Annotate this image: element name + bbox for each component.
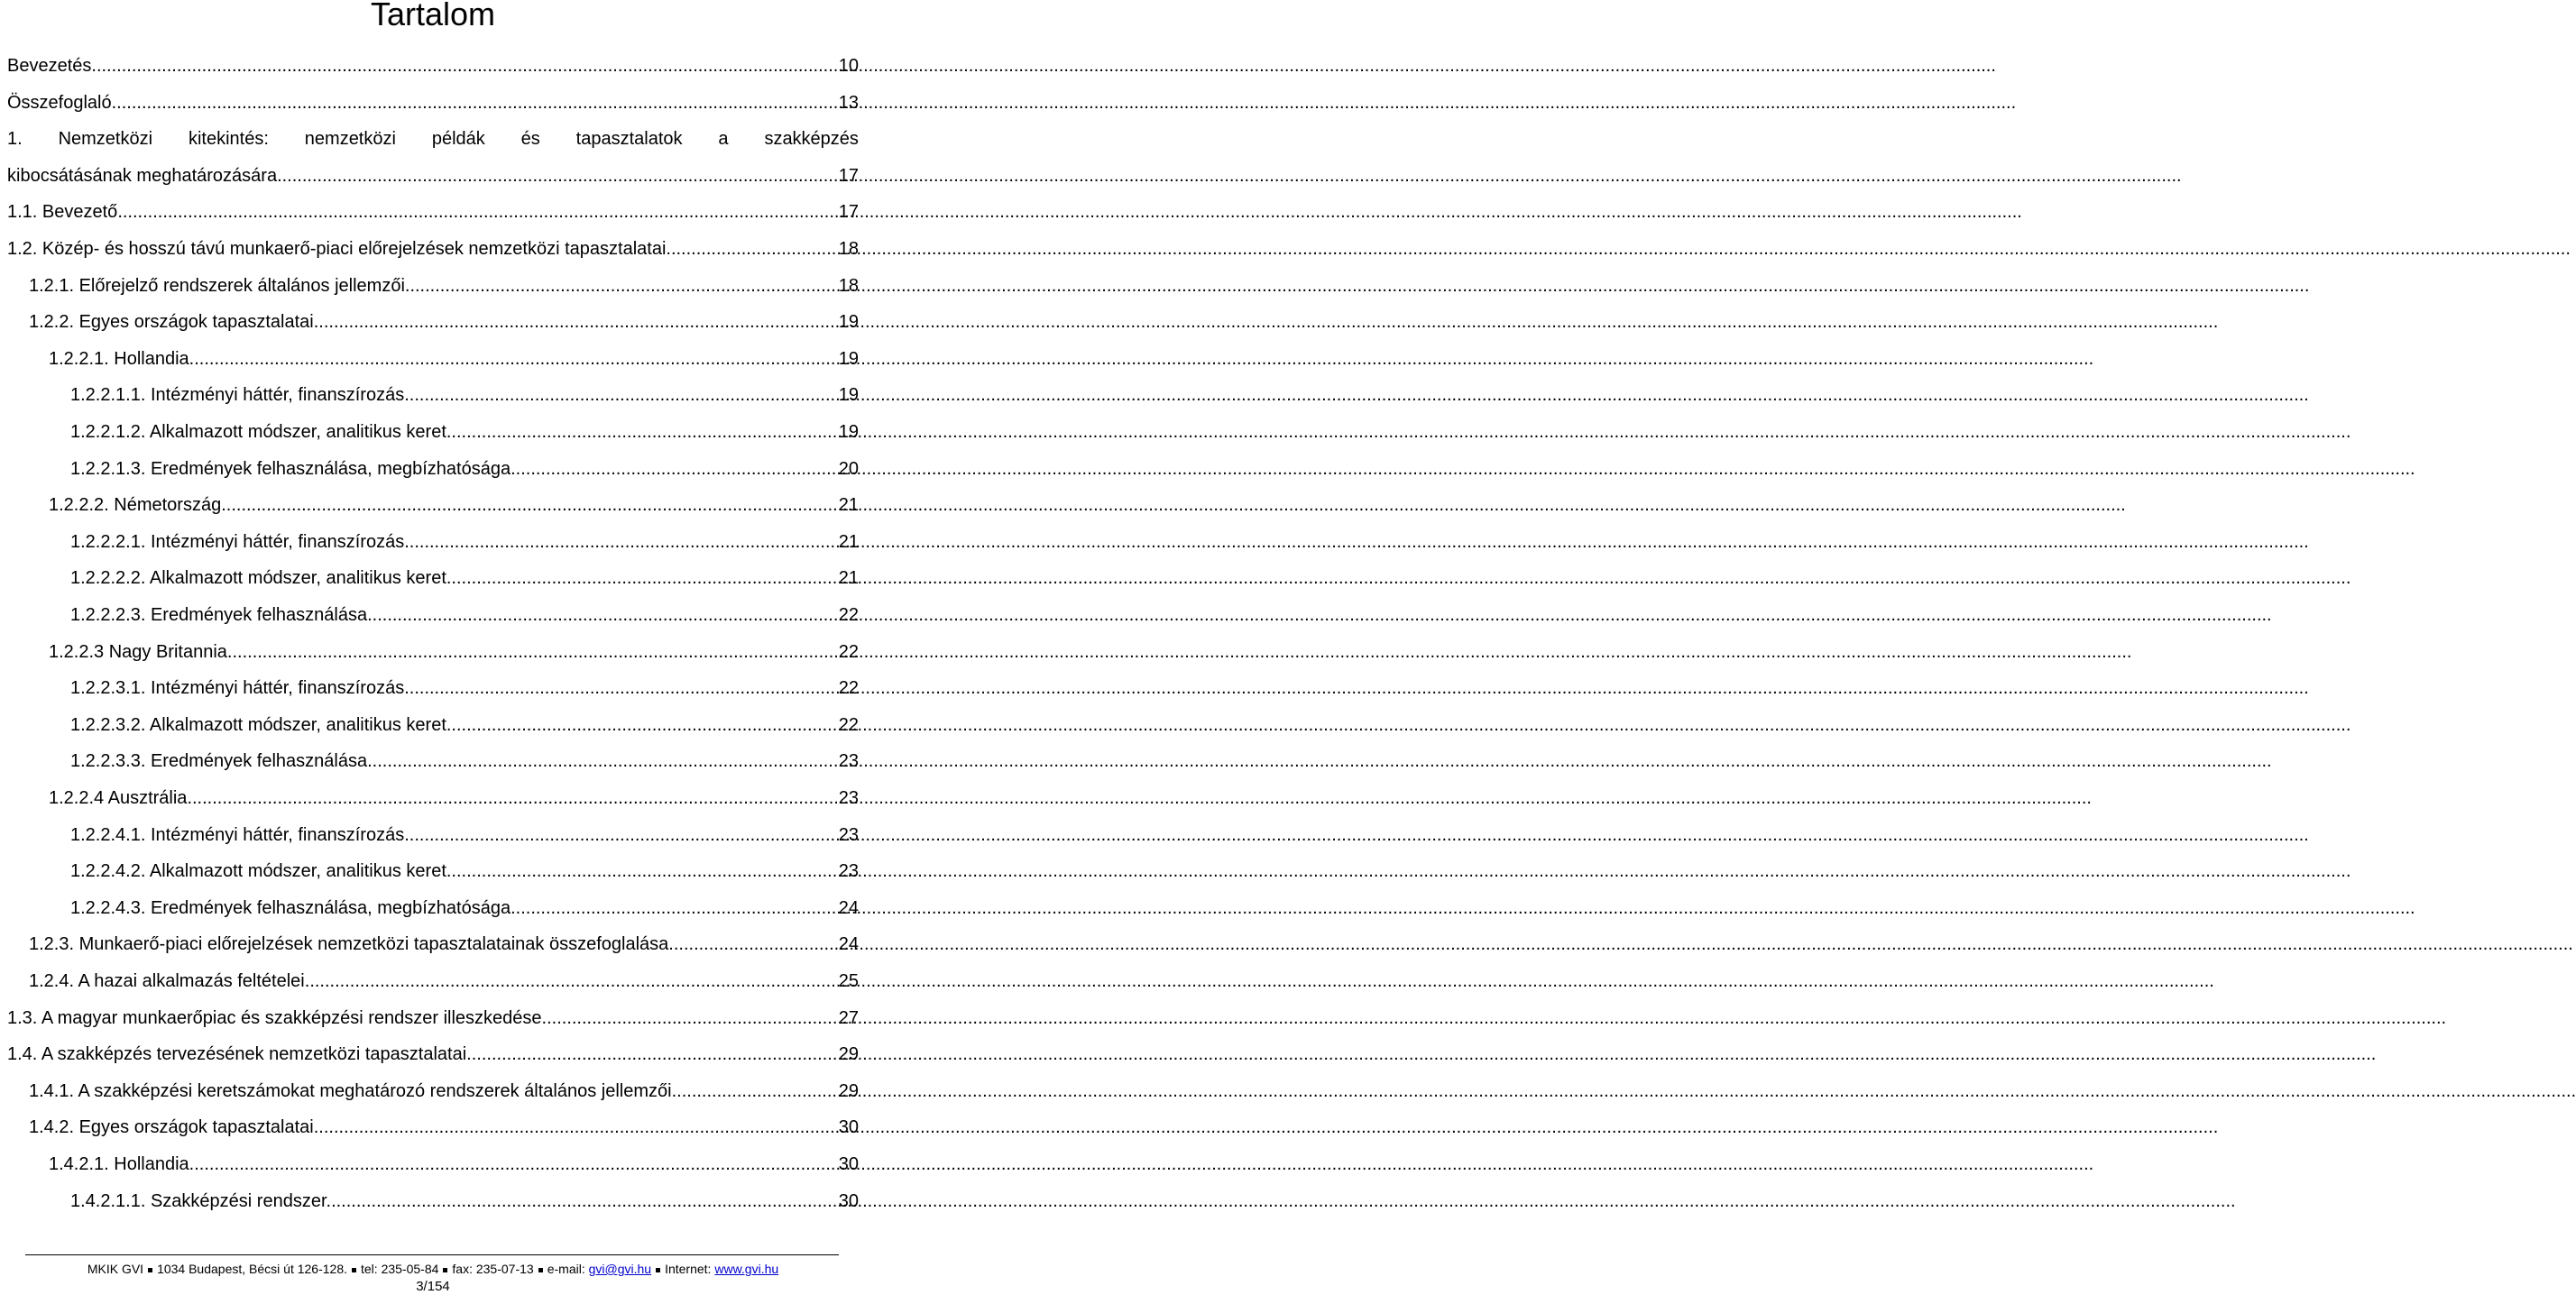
toc-entry-page: 23	[838, 788, 859, 808]
dot-leader	[112, 89, 839, 116]
footer-internet-label: Internet:	[665, 1262, 712, 1276]
dot-leader	[91, 52, 838, 79]
toc-entry-text: 1.2.2.1. Hollandia	[49, 348, 189, 369]
footer-email-link[interactable]: gvi@gvi.hu	[588, 1262, 652, 1276]
dot-leader	[446, 418, 839, 445]
toc-entry-second-line[interactable]	[7, 162, 859, 189]
toc-entry-text: 1.2.2.1.2. Alkalmazott módszer, analitikus keret	[70, 422, 446, 442]
dot-leader	[446, 858, 839, 885]
toc-word: tapasztalatok	[575, 129, 683, 150]
toc-word: kitekintés:	[188, 129, 269, 150]
toc-entry-page: 21	[838, 531, 859, 552]
dot-leader	[117, 198, 838, 225]
footer-org: MKIK GVI	[87, 1262, 144, 1276]
footer-email-label: e-mail:	[547, 1262, 585, 1276]
toc-entry-text: 1.2.2.2. Németország	[49, 495, 222, 516]
toc-entry-page: 19	[838, 348, 859, 369]
toc-entry[interactable]	[70, 712, 859, 739]
toc-entry-text: 1.2.2.1.3. Eredmények felhasználása, megbízhatósága	[70, 458, 511, 479]
dot-leader	[189, 1151, 839, 1178]
dot-leader	[404, 822, 839, 849]
toc-entry-page: 19	[838, 312, 859, 333]
toc-entry[interactable]	[70, 418, 859, 445]
toc-entry-page: 19	[838, 385, 859, 406]
toc-entry-text: 1.2.2.4.2. Alkalmazott módszer, analitikus keret	[70, 861, 446, 882]
toc-word: és	[520, 129, 540, 150]
toc-entry[interactable]	[49, 1151, 859, 1178]
toc-entry-page: 22	[838, 714, 859, 735]
toc-entry-text: 1.2.2.3.1. Intézményi háttér, finanszírozás	[70, 678, 405, 699]
dot-leader	[542, 1005, 839, 1032]
toc-entry-page: 23	[838, 824, 859, 845]
toc-entry[interactable]	[70, 602, 859, 629]
toc-entry[interactable]	[29, 1078, 859, 1105]
toc-entry-page: 22	[838, 605, 859, 625]
toc-entry[interactable]	[70, 858, 859, 885]
toc-entry-page: 18	[838, 275, 859, 296]
dot-leader	[309, 968, 838, 995]
toc-entry-page: 30	[838, 1117, 859, 1138]
toc-word: a	[718, 129, 729, 150]
toc-entry-text: 1.2. Közép- és hosszú távú munkaerő-piaci előrejelzések nemzetközi tapasztalatai	[7, 239, 667, 259]
toc-word: szakképzés	[764, 129, 859, 150]
dot-leader	[672, 1078, 839, 1105]
toc-entry-text: 1.2.2.2.3. Eredmények felhasználása	[70, 605, 368, 625]
footer-divider	[25, 1254, 839, 1255]
dot-leader	[314, 1114, 839, 1141]
toc-entry-page: 23	[838, 751, 859, 772]
footer-address: 1034 Budapest, Bécsi út 126-128.	[157, 1262, 347, 1276]
toc-entry[interactable]	[70, 1188, 859, 1215]
page-number: 3/154	[416, 1279, 450, 1294]
toc-entry[interactable]	[29, 968, 859, 995]
toc-entry-text: Bevezetés	[7, 56, 92, 76]
toc-entry-text: 1.4.1. A szakképzési keretszámokat meghatározó rendszerek általános jellemzői	[29, 1080, 672, 1101]
dot-leader	[227, 638, 839, 666]
toc-entry[interactable]	[70, 455, 859, 482]
toc-entry-text: 1.2.2.4.3. Eredmények felhasználása, megbízhatósága	[70, 897, 511, 918]
toc-entry-page: 29	[838, 1044, 859, 1065]
toc-entry[interactable]	[29, 931, 859, 958]
toc-entry[interactable]	[49, 785, 859, 812]
toc-entry-page: 21	[838, 568, 859, 589]
toc-entry-text: 1.2.4. A hazai alkalmazás feltételei.	[29, 971, 310, 991]
toc-entry-page: 13	[838, 92, 859, 113]
dot-leader	[446, 712, 839, 739]
toc-entry[interactable]	[70, 565, 859, 592]
toc-entry-page: 29	[838, 1080, 859, 1101]
toc-entry-text: kibocsátásának meghatározására	[7, 165, 278, 186]
toc-entry-page: 30	[838, 1190, 859, 1211]
dot-leader	[446, 565, 839, 592]
toc-entry-text: 1.4.2.1. Hollandia	[49, 1154, 189, 1174]
toc-entry-page: 22	[838, 678, 859, 699]
dot-leader	[189, 345, 839, 372]
dot-leader	[666, 235, 838, 262]
toc-entry-page: 19	[838, 422, 859, 442]
toc-entry-text: 1.1. Bevezető	[7, 202, 118, 223]
toc-entry-text: 1.2.2.4 Ausztrália	[49, 788, 188, 808]
toc-entry[interactable]	[70, 895, 859, 922]
footer-fax: fax: 235-07-13	[452, 1262, 534, 1276]
toc-entry[interactable]	[7, 52, 859, 79]
toc-entry[interactable]	[29, 1114, 859, 1141]
dot-leader	[277, 162, 839, 189]
toc-entry-page: 22	[838, 641, 859, 662]
toc-entry-page: 24	[838, 934, 859, 955]
toc-entry-text: 1.2.2.1.1. Intézményi háttér, finanszírozás	[70, 385, 405, 406]
toc-entry[interactable]	[70, 748, 859, 775]
footer	[0, 1260, 866, 1278]
toc-word: nemzetközi	[304, 129, 396, 150]
dot-leader	[404, 675, 839, 702]
toc-entry-text: 1.2.3. Munkaerő-piaci előrejelzések nemzetközi tapasztalatainak összefoglalása	[29, 934, 669, 955]
dot-leader	[668, 931, 838, 958]
bullet-separator-icon	[443, 1268, 447, 1272]
toc-entry-text: 1.2.2.3.2. Alkalmazott módszer, analitikus keret	[70, 714, 446, 735]
toc-entry-page: 24	[838, 897, 859, 918]
dot-leader	[367, 748, 839, 775]
dot-leader	[405, 272, 839, 299]
toc-word: Nemzetközi	[58, 129, 153, 150]
dot-leader	[404, 381, 839, 409]
toc-entry-text: 1.2.2. Egyes országok tapasztalatai	[29, 312, 314, 333]
toc-entry-text: 1.4.2.1.1. Szakképzési rendszer.	[70, 1190, 332, 1211]
toc-entry-page: 18	[838, 239, 859, 259]
toc-entry[interactable]	[29, 272, 859, 299]
dot-leader	[314, 308, 839, 335]
toc-entry[interactable]	[49, 638, 859, 666]
dot-leader	[331, 1188, 839, 1215]
bullet-separator-icon	[352, 1268, 356, 1272]
footer-web-link[interactable]: www.gvi.hu	[714, 1262, 779, 1276]
toc-entry[interactable]	[49, 491, 859, 519]
toc-entry-page: 25	[838, 971, 859, 991]
bullet-separator-icon	[148, 1268, 152, 1272]
dot-leader	[472, 1041, 839, 1068]
toc-entry[interactable]	[7, 89, 859, 116]
toc-entry-page: 17	[838, 202, 859, 223]
dot-leader	[404, 528, 839, 556]
toc-entry[interactable]	[7, 1005, 859, 1032]
toc-entry[interactable]	[7, 198, 859, 225]
toc-entry-text: 1.2.2.2.1. Intézményi háttér, finanszírozás	[70, 531, 405, 552]
toc-entry[interactable]	[70, 381, 859, 409]
toc-entry-text: 1.2.2.4.1. Intézményi háttér, finanszírozás	[70, 824, 405, 845]
toc-entry-text: 1.4.2. Egyes országok tapasztalatai	[29, 1117, 314, 1138]
toc-entry-page: 10	[838, 56, 859, 76]
toc-entry[interactable]	[7, 235, 859, 262]
bullet-separator-icon	[538, 1268, 543, 1272]
toc-entry-text: 1.3. A magyar munkaerőpiac és szakképzési rendszer illeszkedése	[7, 1007, 542, 1028]
dot-leader	[187, 785, 838, 812]
toc-entry-text: 1.2.1. Előrejelző rendszerek általános jellemzői	[29, 275, 405, 296]
dot-leader	[511, 455, 839, 482]
toc-entry-text: 1.2.2.3 Nagy Britannia	[49, 641, 227, 662]
dot-leader	[511, 895, 839, 922]
toc-entry-text: 1.2.2.2.2. Alkalmazott módszer, analitikus keret	[70, 568, 446, 589]
toc-entry[interactable]	[7, 1041, 859, 1068]
page-title: Tartalom	[370, 0, 496, 32]
dot-leader	[221, 491, 839, 519]
toc-entry-page: 27	[838, 1007, 859, 1028]
bullet-separator-icon	[656, 1268, 660, 1272]
toc-entry[interactable]	[70, 675, 859, 702]
toc-word: 1.	[7, 129, 23, 150]
toc-entry[interactable]	[70, 822, 859, 849]
toc-entry-page: 21	[838, 495, 859, 516]
dot-leader	[367, 602, 839, 629]
toc-entry-page: 23	[838, 861, 859, 882]
toc-entry-text: 1.2.2.3.3. Eredmények felhasználása	[70, 751, 368, 772]
toc-entry[interactable]	[7, 125, 859, 152]
toc-entry[interactable]	[29, 308, 859, 335]
toc-entry[interactable]	[70, 528, 859, 556]
toc-entry-page: 30	[838, 1154, 859, 1174]
toc-entry-text: Összefoglaló	[7, 92, 112, 113]
toc-word: példák	[431, 129, 485, 150]
footer-tel: tel: 235-05-84	[361, 1262, 439, 1276]
toc-entry[interactable]	[49, 345, 859, 372]
toc-entry-text: 1.4. A szakképzés tervezésének nemzetközi tapasztalatai.	[7, 1044, 472, 1065]
toc-entry-first-line	[7, 125, 859, 152]
toc-entry-page: 20	[838, 458, 859, 479]
toc-entry-page: 17	[838, 165, 859, 186]
